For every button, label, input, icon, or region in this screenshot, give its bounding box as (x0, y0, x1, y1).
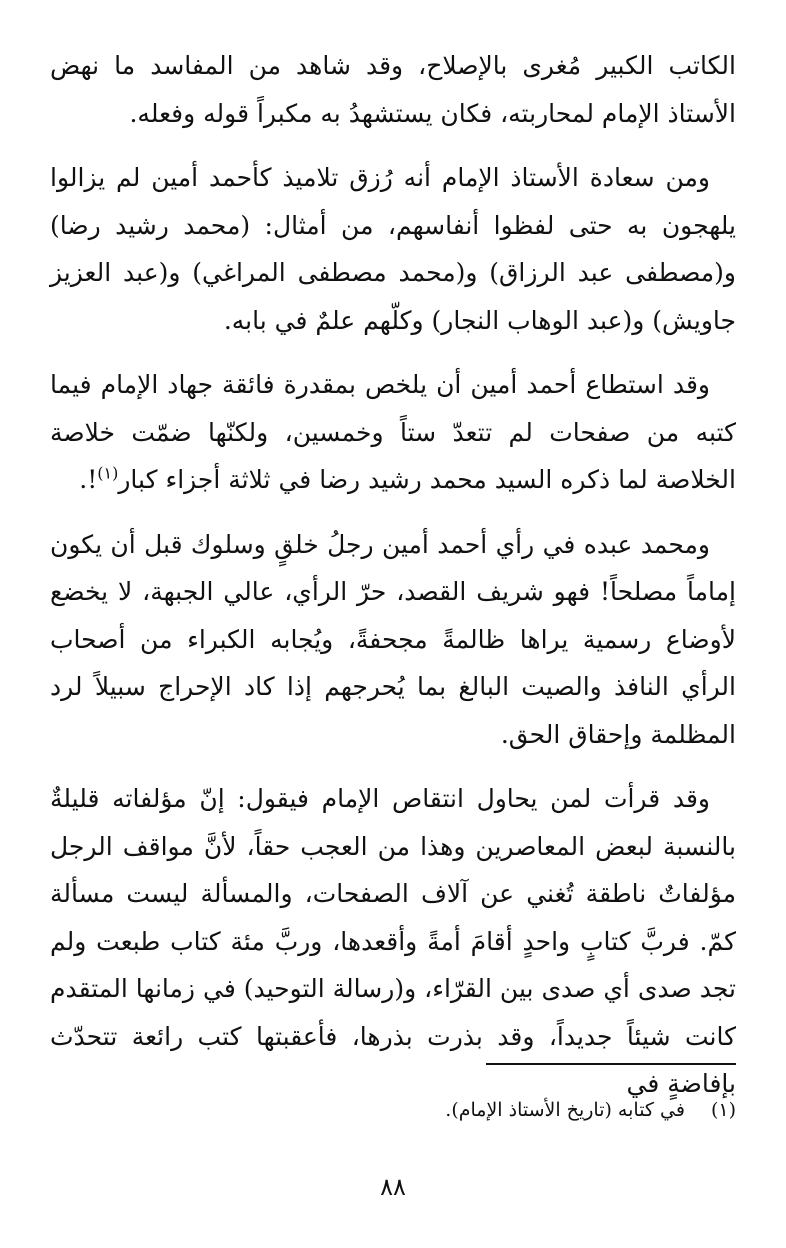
page-number: ٨٨ (380, 1173, 406, 1201)
paragraph-3-text: وقد استطاع أحمد أمين أن يلخص بمقدرة فائقة جهاد الإمام فيما كتبه من صفحات لم تتعدّ ستاً وخمسين، ولكنّها ضمّت خلاصة الخلاصة لما ذكره السيد محمد رشيد رضا في ثلاثة أجزاء كبار (50, 370, 736, 494)
paragraph-1: الكاتب الكبير مُغرى بالإصلاح، وقد شاهد من المفاسد ما نهض الأستاذ الإمام لمحاربته، فكان يستشهدُ به مكبراً قوله وفعله. (50, 51, 736, 128)
paragraph-3-end: !. (79, 465, 98, 494)
footnote-number: (١) (710, 1099, 736, 1121)
paragraph-4: ومحمد عبده في رأي أحمد أمين رجلُ خلقٍ وسلوك قبل أن يكون إماماً مصلحاً! فهو شريف القصد، حرّ الرأي، عالي الجبهة، لا يخضع لأوضاع رسمية يراها ظالمةً مجحفةً، ويُجابه الكبراء من أصحاب الرأي النافذ والصيت البالغ بما يُحرجهم إذا كاد الإحراج سبيلاً لرد المظلمة وإحقاق الحق. (50, 529, 736, 749)
paragraph-2: ومن سعادة الأستاذ الإمام أنه رُزق تلاميذ كأحمد أمين لم يزالوا يلهجون به حتى لفظوا أنفاسهم، من أمثال: (محمد رشيد رضا) و(مصطفى عبد الرزاق) و(محمد مصطفى المراغي) و(عبد العزيز جاويش) و(عبد الوهاب النجار) وكلّهم علمٌ في بابه. (50, 163, 736, 335)
footnote-reference[interactable]: (١) (97, 463, 119, 483)
footnote (50, 1095, 736, 1125)
footnote-text: في كتابه (تاريخ الأستاذ الإمام). (445, 1099, 685, 1121)
body-text (50, 42, 736, 1125)
paragraph-3 (50, 361, 736, 504)
paragraph-5: وقد قرأت لمن يحاول انتقاص الإمام فيقول: إنّ مؤلفاته قليلةٌ بالنسبة لبعض المعاصرين وهذا من العجب حقاً، لأنَّ مواقف الرجل مؤلفاتٌ ناطقة تُغني عن آلاف الصفحات، والمسألة ليست مسألة كمّ. فربَّ كتابٍ واحدٍ أقامَ أمةً وأقعدها، وربَّ مئة كتاب طبعت ولم تجد صدى أي صدى بين القرّاء، و(رسالة التوحيد) في زمانها المتقدم كانت شيئاً جديداً، وقد بذرت بذرها، فأعقبتها كتب رائعة تتحدّث بإفاضةٍ في (50, 784, 736, 1098)
footnote-divider (486, 1063, 736, 1065)
